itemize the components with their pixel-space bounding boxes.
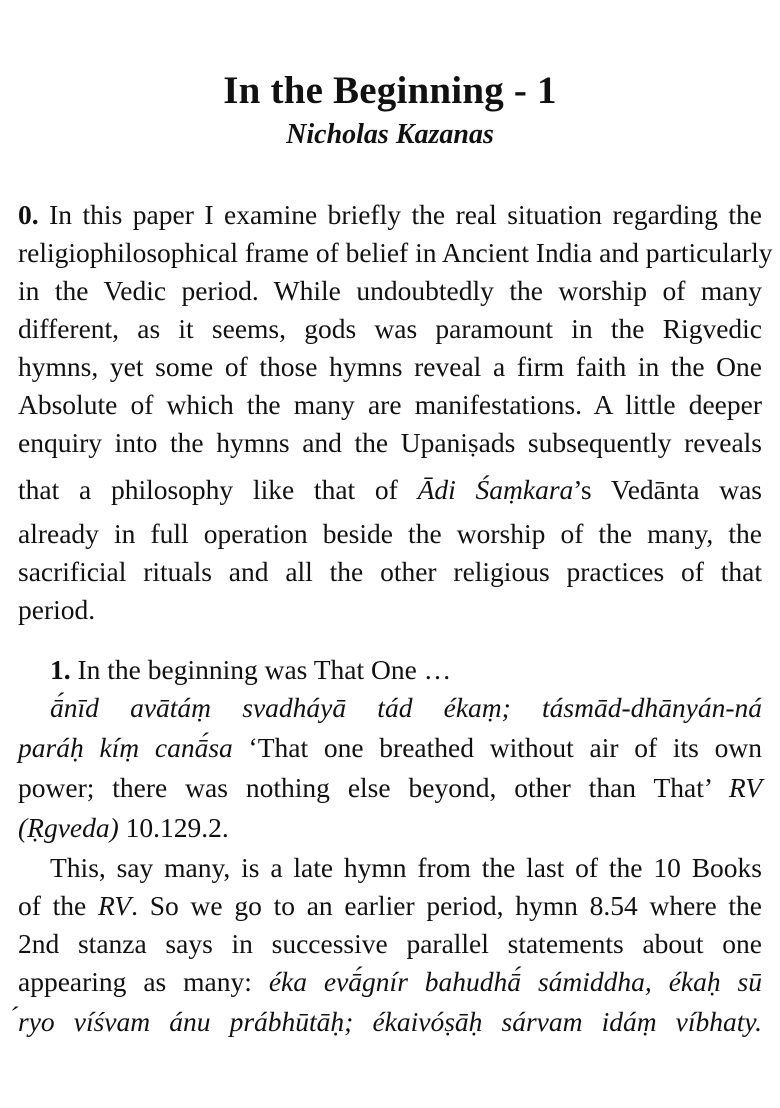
section-heading bbox=[18, 652, 762, 688]
paragraph-line bbox=[18, 730, 762, 766]
paper-title: In the Beginning - 1 bbox=[223, 69, 557, 112]
paragraph-line: already in full operation beside the worship of the many, the bbox=[18, 518, 762, 549]
paragraph-line: different, as it seems, gods was paramount in the Rigvedic bbox=[18, 313, 762, 344]
paragraph-line: in the Vedic period. While undoubtedly the worship of many bbox=[18, 275, 762, 306]
line-text: In the beginning was That One … bbox=[70, 654, 452, 685]
line-text: of the bbox=[18, 890, 98, 921]
sanskrit-quote: paráḥ kíṃ canā́sa bbox=[18, 732, 233, 763]
abbr-italic: RV bbox=[728, 772, 762, 803]
sanskrit-quote: éka evā́gnír bahudhā́ sámiddha, ékaḥ sū bbox=[268, 966, 762, 997]
paragraph-line: enquiry into the hymns and the Upaniṣads subsequently reveals bbox=[18, 427, 762, 458]
paragraph-line bbox=[18, 888, 762, 924]
line-text: ’s Vedānta was bbox=[573, 474, 762, 505]
paragraph-line: hymns, yet some of those hymns reveal a firm faith in the One bbox=[18, 351, 762, 382]
line-text: power; there was nothing else beyond, other than That’ bbox=[18, 772, 729, 803]
paragraph-line: Absolute of which the many are manifestations. A little deeper bbox=[18, 389, 762, 420]
sanskrit-quote: ́ryo víśvam ánu prábhūtāḥ; ékaivóṣāḥ sárvam idáṃ víbhaty. bbox=[18, 1006, 762, 1037]
line-text: that a philosophy like that of bbox=[18, 474, 418, 505]
line-text: ‘That one breathed without air of its own bbox=[232, 732, 762, 763]
paragraph-line: religiophilosophical frame of belief in Ancient India and particularly bbox=[18, 237, 773, 268]
sanskrit-quote: ā́nīd avātáṃ svadháyā tád ékaṃ; tásmād-dhānyán-ná bbox=[50, 692, 762, 723]
paper-author: Nicholas Kazanas bbox=[286, 119, 494, 150]
abbr-italic: RV bbox=[98, 890, 132, 921]
section-number: 1. bbox=[50, 654, 71, 685]
paragraph-line: This, say many, is a late hymn from the last of the 10 Books bbox=[50, 852, 762, 883]
paragraph-line: 2nd stanza says in successive parallel statements about one bbox=[18, 928, 762, 959]
paragraph-line bbox=[18, 690, 762, 726]
line-text: appearing as many: bbox=[18, 966, 269, 997]
line-text: 10.129.2. bbox=[118, 812, 229, 843]
line-text: In this paper I examine briefly the real situation regarding the bbox=[38, 199, 762, 230]
paragraph-line bbox=[18, 810, 762, 846]
paragraph-line bbox=[18, 1004, 762, 1040]
paragraph-line bbox=[18, 197, 762, 233]
paragraph-line: sacrificial rituals and all the other religious practices of that bbox=[18, 556, 762, 587]
abbr-italic: (Ṛgveda) bbox=[18, 812, 119, 843]
paragraph-line bbox=[18, 472, 762, 508]
paragraph-line: period. bbox=[18, 594, 96, 625]
paragraph-line bbox=[18, 770, 762, 806]
name-italic: Ādi Śaṃkara bbox=[417, 474, 574, 505]
section-number: 0. bbox=[18, 199, 39, 230]
paragraph-line bbox=[18, 964, 762, 1000]
line-text: . So we go to an earlier period, hymn 8.54 where the bbox=[131, 890, 762, 921]
